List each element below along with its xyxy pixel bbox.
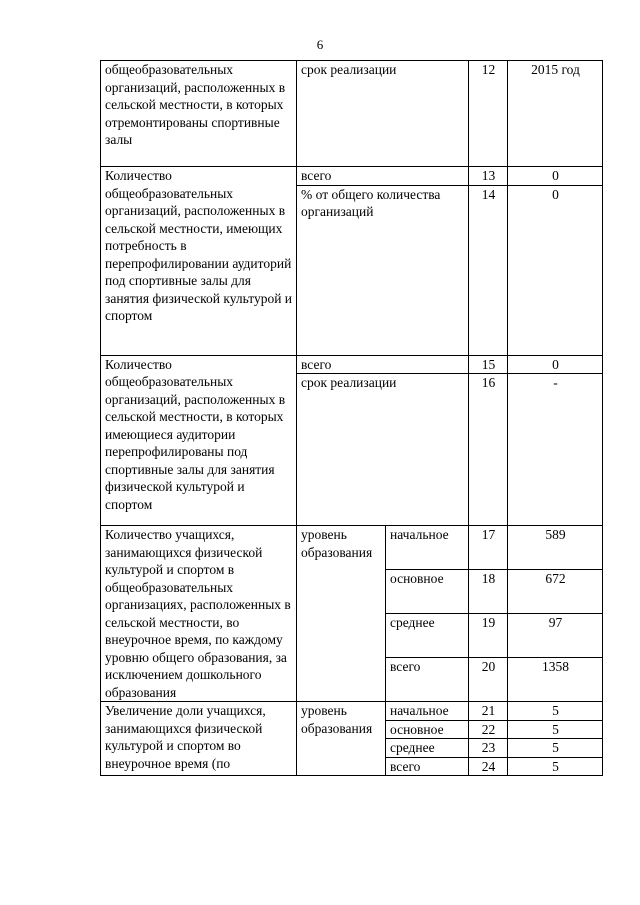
level-cell: начальное bbox=[386, 702, 469, 721]
value-cell: 5 bbox=[508, 720, 603, 739]
line-number-cell: 23 bbox=[469, 739, 508, 758]
line-number-cell: 14 bbox=[469, 185, 508, 355]
value-cell: 672 bbox=[508, 570, 603, 614]
level-cell: начальное bbox=[386, 526, 469, 570]
line-number-cell: 13 bbox=[469, 167, 508, 186]
level-cell: среднее bbox=[386, 614, 469, 658]
page-number: 6 bbox=[316, 37, 324, 52]
value-cell: 1358 bbox=[508, 658, 603, 702]
value-cell: 2015 год bbox=[508, 61, 603, 167]
label-cell: срок реализации bbox=[297, 374, 469, 526]
line-number-cell: 21 bbox=[469, 702, 508, 721]
value-cell: 589 bbox=[508, 526, 603, 570]
level-cell: основное bbox=[386, 720, 469, 739]
label-cell: всего bbox=[297, 167, 469, 186]
line-number-cell: 24 bbox=[469, 757, 508, 776]
table-row bbox=[101, 167, 603, 186]
table-row bbox=[101, 702, 603, 721]
line-number-cell: 19 bbox=[469, 614, 508, 658]
value-cell: 0 bbox=[508, 167, 603, 186]
group-cell: уровень образования bbox=[297, 702, 386, 776]
indicators-table bbox=[100, 60, 603, 776]
indicator-cell: общеобразовательных организаций, расположенных в сельской местности, в которых отремонтированы спортивные залы bbox=[101, 61, 297, 167]
value-cell: 97 bbox=[508, 614, 603, 658]
value-cell: 5 bbox=[508, 757, 603, 776]
indicator-cell: Количество учащихся, занимающихся физической культурой и спортом в общеобразовательных организациях, расположенных в сельской местности, во внеурочное время, по каждому уровню общего образования, за исключением дошкольного образования bbox=[101, 526, 297, 702]
line-number-cell: 12 bbox=[469, 61, 508, 167]
level-cell: среднее bbox=[386, 739, 469, 758]
line-number-cell: 22 bbox=[469, 720, 508, 739]
value-cell: 0 bbox=[508, 185, 603, 355]
level-cell: всего bbox=[386, 658, 469, 702]
label-cell: всего bbox=[297, 355, 469, 374]
label-cell: % от общего количества организаций bbox=[297, 185, 469, 355]
line-number-cell: 17 bbox=[469, 526, 508, 570]
line-number-cell: 20 bbox=[469, 658, 508, 702]
level-cell: всего bbox=[386, 757, 469, 776]
group-cell: уровень образования bbox=[297, 526, 386, 702]
level-cell: основное bbox=[386, 570, 469, 614]
value-cell: 5 bbox=[508, 739, 603, 758]
indicator-cell: Количество общеобразовательных организаций, расположенных в сельской местности, имеющих потребность в перепрофилировании аудиторий под спортивные залы для занятия физической культурой и спортом bbox=[101, 167, 297, 356]
table-row bbox=[101, 61, 603, 167]
indicator-cell: Количество общеобразовательных организаций, расположенных в сельской местности, в которых имеющиеся аудитории перепрофилированы под спортивные залы для занятия физической культурой и спортом bbox=[101, 355, 297, 526]
label-cell: срок реализации bbox=[297, 61, 469, 167]
value-cell: 0 bbox=[508, 355, 603, 374]
table-row bbox=[101, 526, 603, 570]
line-number-cell: 15 bbox=[469, 355, 508, 374]
indicator-cell: Увеличение доли учащихся, занимающихся физической культурой и спортом во внеурочное время (по bbox=[101, 702, 297, 776]
line-number-cell: 16 bbox=[469, 374, 508, 526]
table-row bbox=[101, 355, 603, 374]
value-cell: - bbox=[508, 374, 603, 526]
line-number-cell: 18 bbox=[469, 570, 508, 614]
value-cell: 5 bbox=[508, 702, 603, 721]
